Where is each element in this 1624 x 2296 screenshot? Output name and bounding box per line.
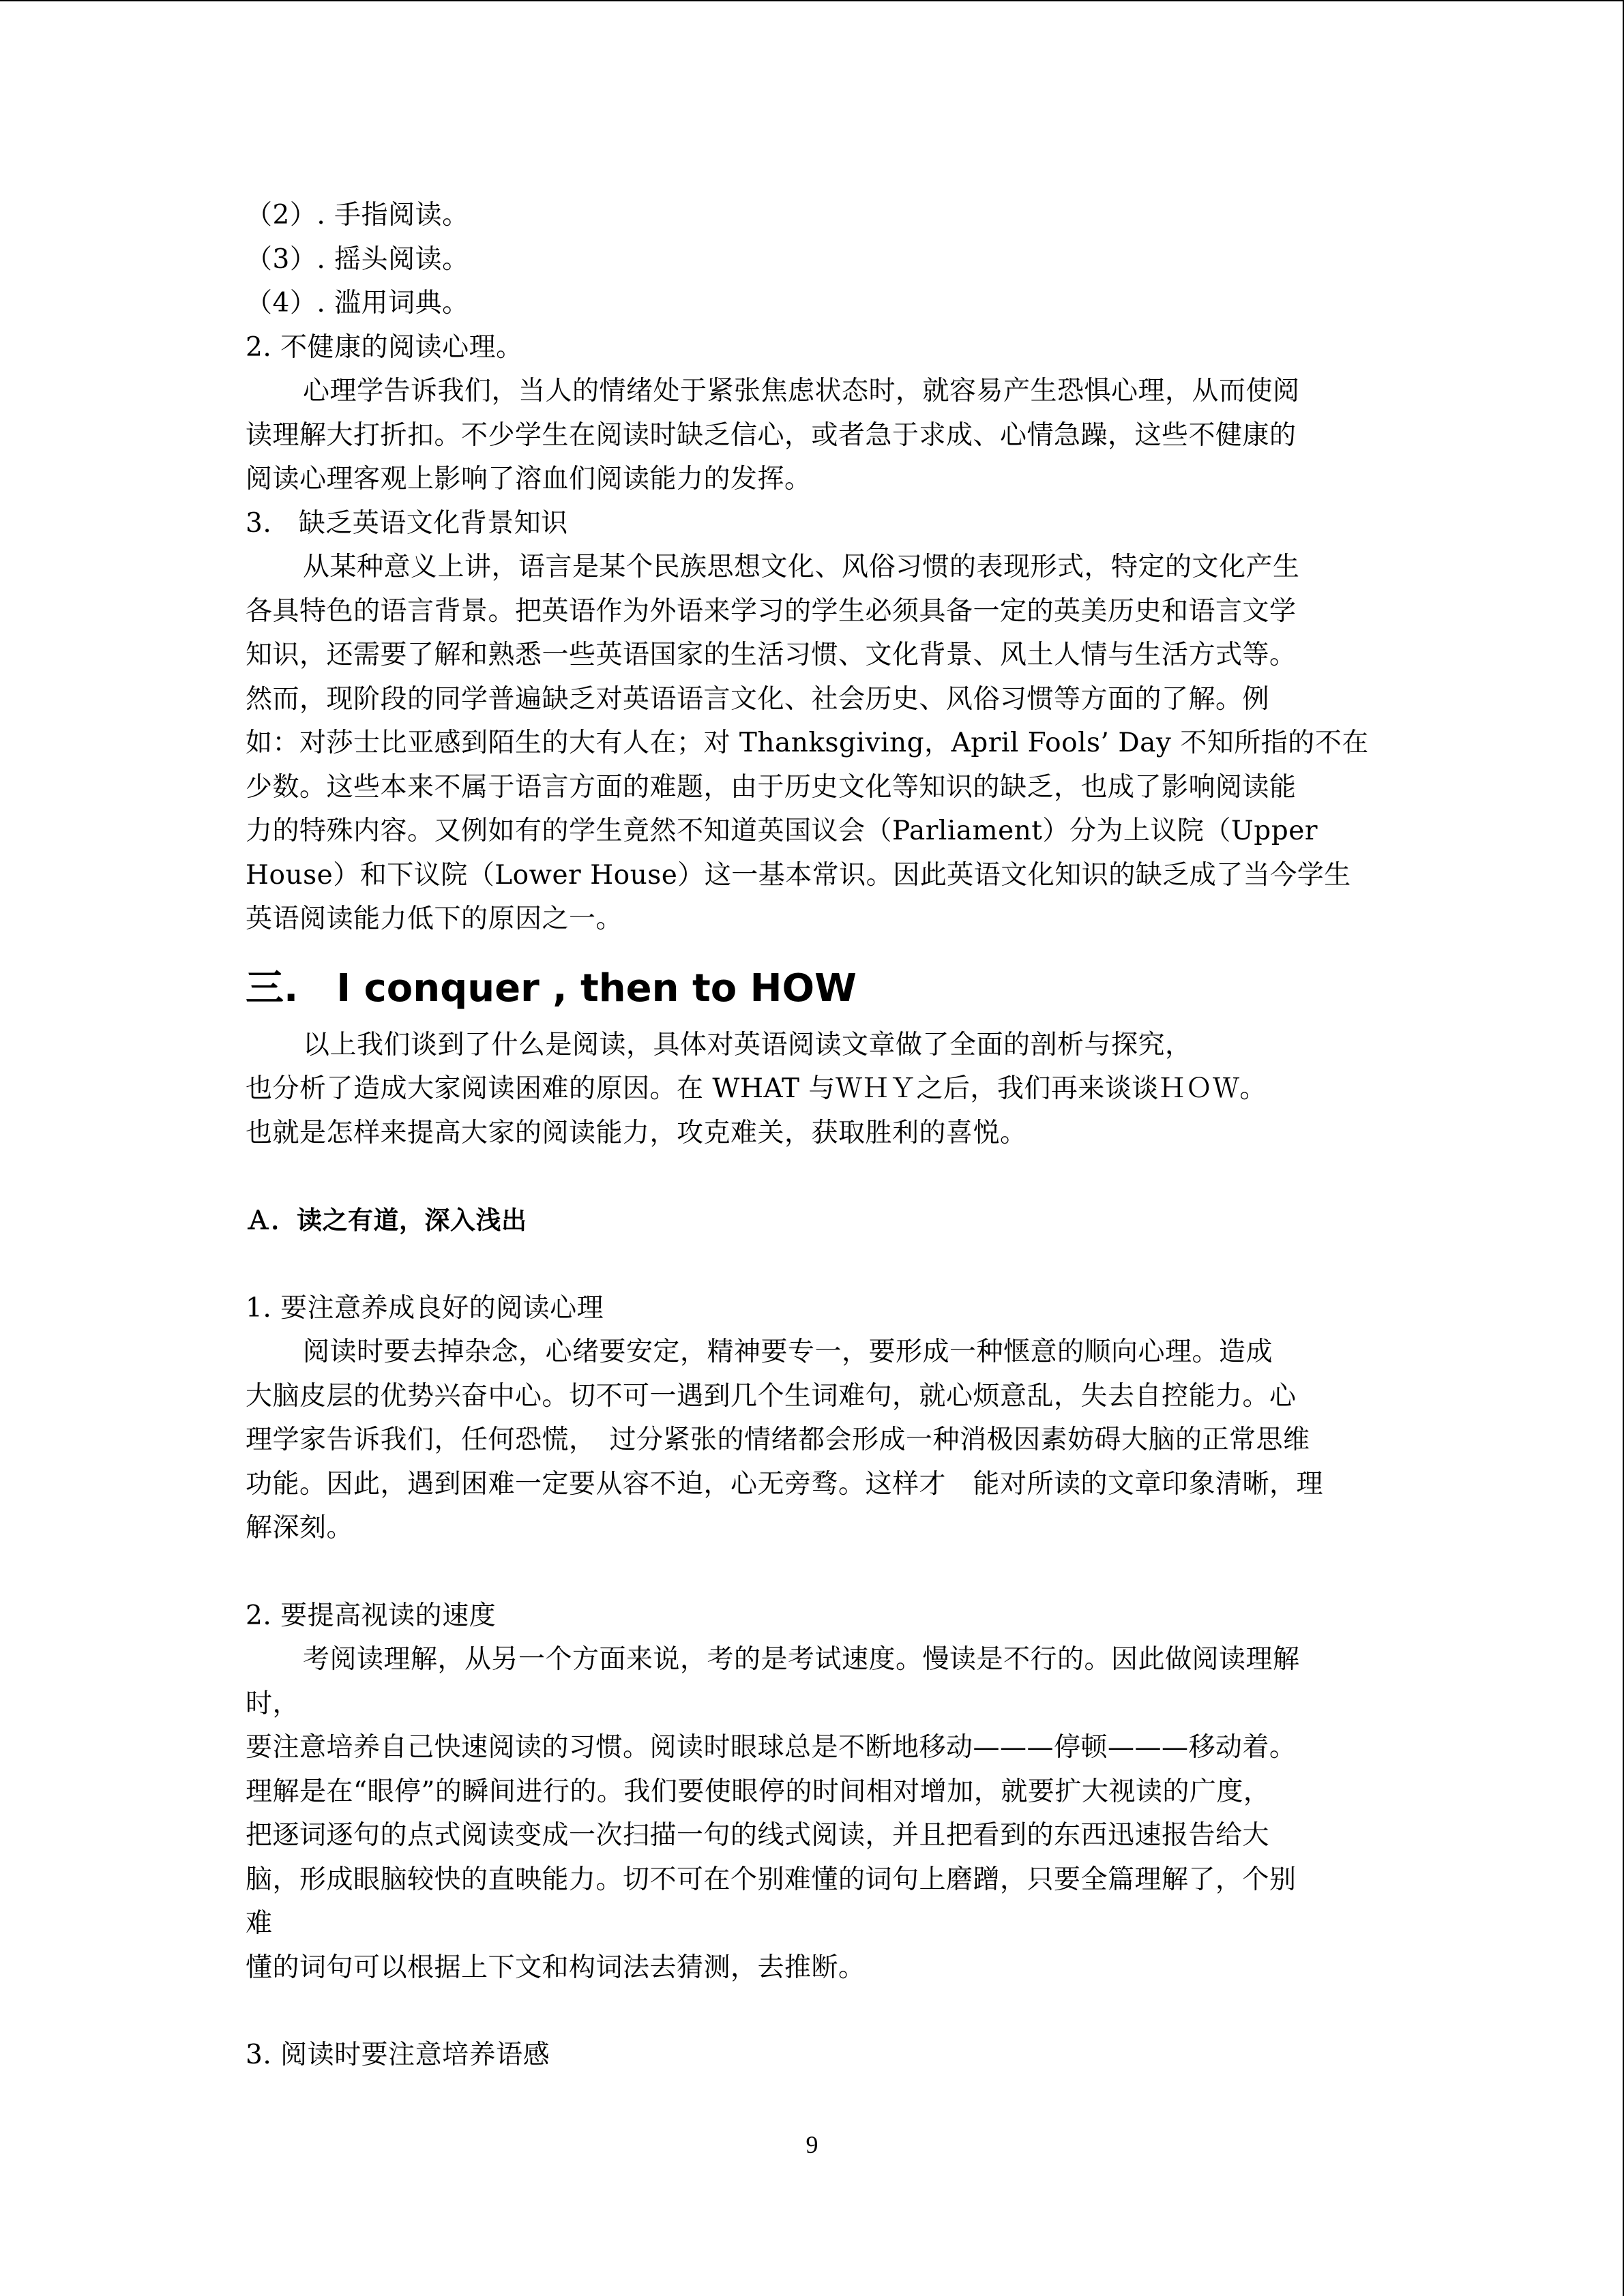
paragraph-line: House）和下议院（Lower House）这一基本常识。因此英语文化知识的缺乏成了当今学生 [246, 859, 1351, 891]
paragraph-line: 从某种意义上讲，语言是某个民族思想文化、风俗习惯的表现形式，特定的文化产生 [303, 552, 1300, 582]
paragraph-line: 心理学告诉我们，当人的情绪处于紧张焦虑状态时，就容易产生恐惧心理，从而使阅 [303, 376, 1300, 406]
subsection-title: 3. 缺乏英语文化背景知识 [246, 507, 568, 539]
paragraph-line: 英语阅读能力低下的原因之一。 [246, 904, 623, 934]
spacer [246, 1155, 1378, 1199]
paragraph-line: 要注意培养自己快速阅读的习惯。阅读时眼球总是不断地移动———停顿———移动着。 [246, 1732, 1297, 1763]
spacer [246, 1990, 1378, 2033]
subsection-heading: Ａ．读之有道，深入浅出 [246, 1206, 527, 1235]
paragraph-line: 阅读心理客观上影响了溶血们阅读能力的发挥。 [246, 464, 812, 494]
paragraph-line: 功能。因此，遇到困难一定要从容不迫，心无旁骛。这样才 能对所读的文章印象清晰，理 [246, 1468, 1324, 1500]
paragraph-line: 懂的词句可以根据上下文和构词法去猜测，去推断。 [246, 1952, 866, 1983]
paragraph-line: 少数。这些本来不属于语言方面的难题，由于历史文化等知识的缺乏，也成了影响阅读能 [246, 771, 1297, 803]
paragraph-line: 也就是怎样来提高大家的阅读能力，攻克难关，获取胜利的喜悦。 [246, 1117, 1027, 1148]
paragraph-line: 然而，现阶段的同学普遍缺乏对英语语言文化、社会历史、风俗习惯等方面的了解。例 [246, 683, 1270, 715]
subsection-title: 2. 不健康的阅读心理。 [246, 331, 523, 363]
paragraph-line: 考阅读理解，从另一个方面来说，考的是考试速度。慢读是不行的。因此做阅读理解 [303, 1644, 1300, 1675]
paragraph-line: 解深刻。 [246, 1512, 354, 1543]
list-item: （4）. 滥用词典。 [246, 288, 469, 318]
list-item: （2）. 手指阅读。 [246, 200, 469, 230]
paragraph-line: 力的特殊内容。又例如有的学生竟然不知道英国议会（Parliament）分为上议院（Upper [246, 816, 1318, 846]
spacer [246, 1243, 1378, 1287]
subsection-title: 3. 阅读时要注意培养语感 [246, 2040, 550, 2070]
subsection-title: 2. 要提高视读的速度 [246, 1600, 497, 1631]
paragraph-line: 以上我们谈到了什么是阅读，具体对英语阅读文章做了全面的剖析与探究， [303, 1029, 1192, 1060]
list-item: （3）. 摇头阅读。 [246, 243, 469, 275]
paragraph-line: 时， [246, 1688, 300, 1719]
paragraph-line: 把逐词逐句的点式阅读变成一次扫描一句的线式阅读，并且把看到的东西迅速报告给大 [246, 1820, 1270, 1851]
page-number: 9 [806, 2131, 818, 2158]
paragraph-line: 也分析了造成大家阅读困难的原因。在 WHAT 与ＷＨＹ之后，我们再来谈谈ＨＯＷ。 [246, 1073, 1267, 1104]
paragraph-line: 大脑皮层的优势兴奋中心。切不可一遇到几个生词难句，就心烦意乱，失去自控能力。心 [246, 1380, 1297, 1412]
paragraph-line: 阅读时要去掉杂念，心绪要安定，精神要专一，要形成一种惬意的顺向心理。造成 [303, 1337, 1273, 1367]
spacer [246, 1551, 1378, 1594]
section-heading: 三. I conquer , then to HOW [246, 966, 857, 1011]
paragraph-line: 如：对莎士比亚感到陌生的大有人在；对 Thanksgiving，April Fools’ Day 不知所指的不在 [246, 728, 1369, 758]
paragraph-line: 知识，还需要了解和熟悉一些英语国家的生活习惯、文化背景、风土人情与生活方式等。 [246, 640, 1297, 670]
paragraph-line: 读理解大打折扣。不少学生在阅读时缺乏信心，或者急于求成、心情急躁，这些不健康的 [246, 419, 1297, 451]
subsection-title: 1. 要注意养成良好的阅读心理 [246, 1292, 604, 1324]
paragraph-line: 理学家告诉我们，任何恐慌， 过分紧张的情绪都会形成一种消极因素妨碍大脑的正常思维 [246, 1425, 1310, 1455]
paragraph-line: 难 [246, 1908, 273, 1939]
paragraph-line: 脑，形成眼脑较快的直映能力。切不可在个别难懂的词句上磨蹭，只要全篇理解了，个别 [246, 1864, 1297, 1895]
document-body [246, 194, 1378, 2078]
paragraph-line: 理解是在“眼停”的瞬间进行的。我们要使眼停的时间相对增加，就要扩大视读的广度， [246, 1776, 1271, 1807]
paragraph-line: 各具特色的语言背景。把英语作为外语来学习的学生必须具备一定的英美历史和语言文学 [246, 595, 1297, 627]
